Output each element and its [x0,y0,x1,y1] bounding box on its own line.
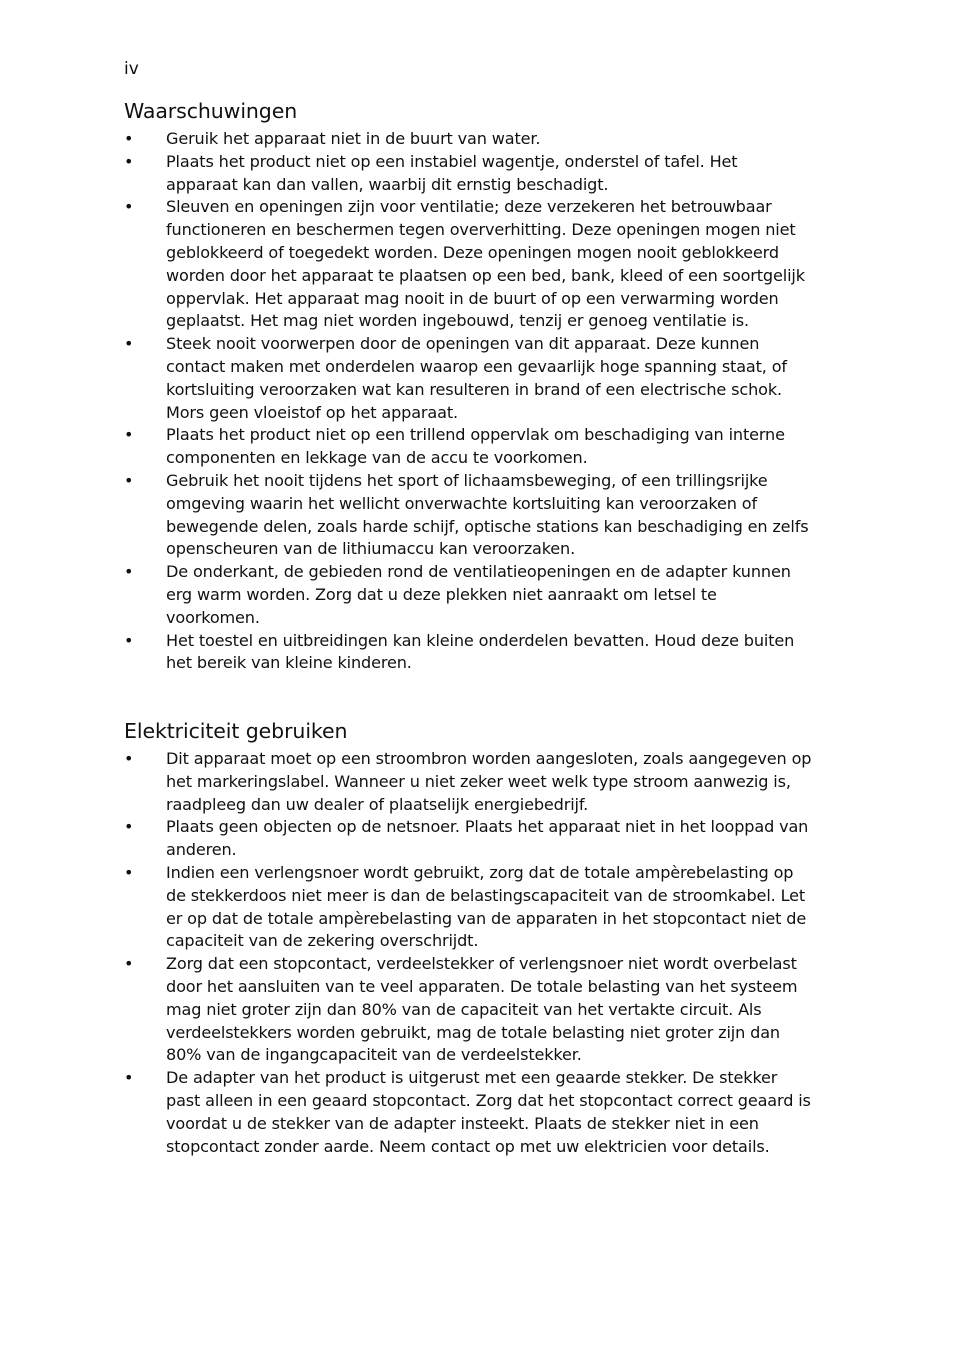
list-item-text: Het toestel en uitbreidingen kan kleine onderdelen bevatten. Houd deze buiten het bereik van kleine kinderen. [166,630,795,673]
list-item-text: Zorg dat een stopcontact, verdeelstekker of verlengsnoer niet wordt overbelast door het aansluiten van te veel apparaten. De totale belasting van het systeem mag niet groter zijn dan 80% van de capaciteit van het vertakte circuit. Als verdeelstekkers worden gebruikt, mag de totale belasting niet groter zijn dan 80% van de ingangcapaciteit van de verdeelstekker. [166,954,798,1065]
list-item [124,333,814,424]
bullet-icon: • [124,562,134,582]
bullet-icon: • [124,817,134,837]
list-item-text: Plaats geen objecten op de netsnoer. Plaats het apparaat niet in het looppad van anderen. [166,817,809,860]
list-item [124,630,814,676]
list-item-text: Plaats het product niet op een instabiel wagentje, onderstel of tafel. Het apparaat kan dan vallen, waarbij dit ernstig beschadigt. [166,151,738,194]
list-item-text: Gebruik het nooit tijdens het sport of lichaamsbeweging, of een trillingsrijke omgeving waarin het wellicht onverwachte kortsluiting kan veroorzaken of bewegende delen, zoals harde schijf, optische stations kan beschadiging en zelfs openscheuren van de lithiumaccu kan veroorzaken. [166,470,809,559]
list-item [124,128,814,151]
bullet-icon: • [124,334,134,354]
bullet-icon: • [124,1068,134,1088]
section-title: Elektriciteit gebruiken [124,719,348,743]
section-title: Waarschuwingen [124,99,298,123]
section-waarschuwingen [124,98,814,675]
list-item [124,424,814,470]
list-item [124,1067,814,1158]
list-item [124,748,814,816]
bullet-icon: • [124,129,134,148]
bullet-icon: • [124,630,134,650]
list-item [124,470,814,561]
bullet-list [124,748,814,1158]
list-item [124,862,814,953]
bullet-icon: • [124,197,134,217]
bullet-icon: • [124,425,134,445]
list-item-text: De onderkant, de gebieden rond de ventilatieopeningen en de adapter kunnen erg warm worden. Zorg dat u deze plekken niet aanraakt om letsel te voorkomen. [166,562,791,627]
list-item [124,561,814,629]
list-item-text: Dit apparaat moet op een stroombron worden aangesloten, zoals aangegeven op het markeringslabel. Wanneer u niet zeker weet welk type stroom aanwezig is, raadpleeg dan uw dealer of plaatselijk energiebedrijf. [166,749,812,814]
list-item [124,151,814,197]
list-item [124,196,814,333]
list-item [124,953,814,1067]
bullet-icon: • [124,151,134,171]
bullet-icon: • [124,862,134,882]
bullet-icon: • [124,954,134,974]
bullet-icon: • [124,470,134,490]
list-item-text: Steek nooit voorwerpen door de openingen van dit apparaat. Deze kunnen contact maken met onderdelen waarop een gevaarlijk hoge spanning staat, of kortsluiting veroorzaken wat kan resulteren in brand of een electrische schok. Mors geen vloeistof op het apparaat. [166,334,787,422]
list-item [124,816,814,862]
list-item-text: De adapter van het product is uitgerust met een geaarde stekker. De stekker past alleen in een geaard stopcontact. Zorg dat het stopcontact correct geaard is voordat u de stekker van de adapter insteekt. Plaats de stekker niet in een stopcontact zonder aarde. Neem contact op met uw elektricien voor details. [166,1068,811,1156]
list-item-text: Indien een verlengsnoer wordt gebruikt, zorg dat de totale ampèrebelasting op de stekkerdoos niet meer is dan de belastingscapaciteit van de stroomkabel. Let er op dat de totale ampèrebelasting van de apparaten in het stopcontact niet de capaciteit van de zekering overschrijdt. [166,862,807,951]
list-item-text: Plaats het product niet op een trillend oppervlak om beschadiging van interne componenten en lekkage van de accu te voorkomen. [166,425,785,468]
page-number: iv [124,59,139,79]
list-item-text: Geruik het apparaat niet in de buurt van water. [166,129,541,148]
bullet-list [124,128,814,675]
list-item-text: Sleuven en openingen zijn voor ventilatie; deze verzekeren het betrouwbaar functioneren en beschermen tegen oververhitting. Deze openingen mogen niet geblokkeerd of toegedekt worden. Deze openingen mogen nooit geblokkeerd worden door het apparaat te plaatsen op een bed, bank, kleed of een soortgelijk oppervlak. Het apparaat mag nooit in de buurt of op een verwarming worden geplaatst. Het mag niet worden ingebouwd, tenzij er genoeg ventilatie is. [166,197,805,331]
bullet-icon: • [124,749,134,768]
section-elektriciteit-gebruiken [124,718,814,1158]
